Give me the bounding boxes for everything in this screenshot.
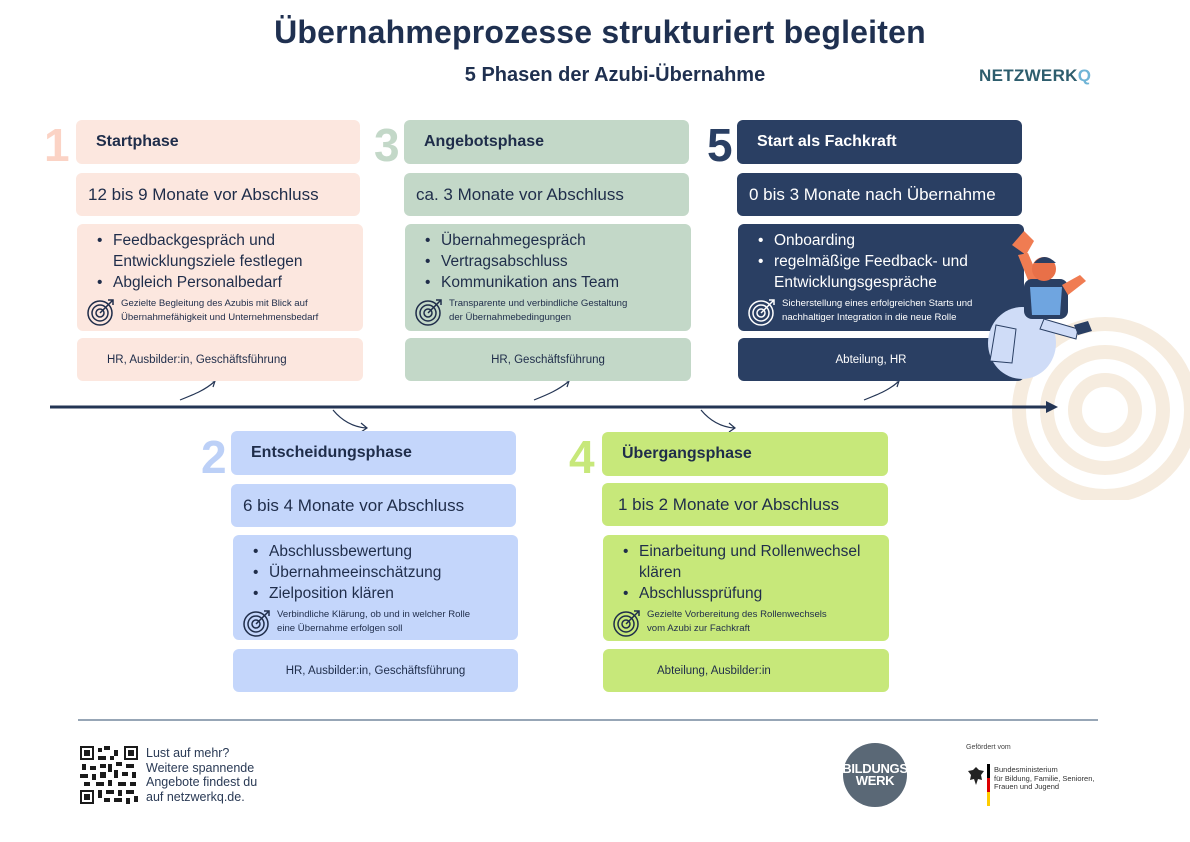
phase-2-bullets — [243, 541, 508, 604]
phase-4-details — [603, 535, 889, 641]
phase-2-bullet: • Abschlussbewertung — [243, 541, 508, 562]
phase-1-details — [77, 224, 363, 331]
netzwerkq-logo[interactable] — [979, 66, 1091, 86]
phase-1-bullet: • Feedbackgespräch und Entwicklungsziele festlegen — [87, 230, 353, 272]
logo-text: NETZWERK — [979, 66, 1078, 85]
target-icon — [748, 297, 778, 327]
page-subtitle: 5 Phasen der Azubi-Übernahme — [464, 64, 766, 86]
phase-3-responsible: HR, Geschäftsführung — [405, 338, 691, 381]
phase-4-header: Übergangsphase — [602, 432, 888, 476]
target-icon — [613, 608, 643, 638]
phase-5-bullets — [748, 230, 1014, 293]
footer-cta[interactable] — [146, 746, 257, 804]
federal-eagle-icon — [967, 766, 985, 786]
funder-line: Bundesministerium — [994, 765, 1058, 774]
cta-line: Weitere spannende — [146, 760, 255, 775]
funder-line: für Bildung, Familie, Senioren, — [994, 773, 1095, 783]
phase-3-number: 3 — [374, 119, 400, 171]
phase-3-bullet: • Kommunikation ans Team — [415, 272, 681, 293]
qr-code-icon[interactable] — [80, 746, 138, 804]
phase-1-goal — [87, 297, 353, 327]
phase-5-header: Start als Fachkraft — [737, 120, 1022, 164]
phase-2-header: Entscheidungsphase — [231, 431, 516, 475]
phase-3-goal — [415, 297, 681, 327]
jumping-person-illustration — [982, 225, 1100, 385]
phase-3-bullet: • Übernahmegespräch — [415, 230, 681, 251]
phase-1-number: 1 — [44, 119, 70, 171]
bildungswerk-line: BILDUNGS — [842, 761, 908, 776]
phase-4-bullet: • Einarbeitung und Rollenwechsel klären — [613, 541, 879, 583]
phase-3-timing: ca. 3 Monate vor Abschluss — [404, 173, 689, 216]
phase-4-goal — [613, 608, 879, 638]
phase-2-responsible: HR, Ausbilder:in, Geschäftsführung — [233, 649, 518, 692]
phase-4-bullet: • Abschlussprüfung — [613, 583, 879, 604]
footer-divider — [78, 719, 1098, 721]
phase-5-timing: 0 bis 3 Monate nach Übernahme — [737, 173, 1022, 216]
phase-4-bullets — [613, 541, 879, 604]
cta-line: Lust auf mehr? — [146, 746, 230, 760]
cta-line: Angebote findest du — [146, 775, 258, 789]
phase-2-timing: 6 bis 4 Monate vor Abschluss — [231, 484, 516, 527]
funder-label: Gefördert vom — [966, 744, 1011, 751]
phase-2-goal-line: Verbindliche Klärung, ob und in welcher Rolle — [277, 609, 471, 620]
phase-5-bullet: • Onboarding — [748, 230, 1014, 251]
phase-3-details — [405, 224, 691, 331]
phase-4-responsible: Abteilung, Ausbilder:in — [603, 649, 889, 692]
phase-2-number: 2 — [201, 431, 227, 483]
phase-5-goal — [748, 297, 1014, 327]
phase-3-bullet: • Vertragsabschluss — [415, 251, 681, 272]
phase-5-number: 5 — [707, 119, 733, 171]
phase-2-goal-line: eine Übernahme erfolgen soll — [277, 623, 403, 634]
target-icon — [87, 297, 117, 327]
phase-4-number: 4 — [569, 431, 595, 483]
phase-2-bullet: • Zielposition klären — [243, 583, 508, 604]
phase-5-goal-line: Sicherstellung eines erfolgreichen Starts und — [782, 298, 973, 309]
phase-4-goal-line: Gezielte Vorbereitung des Rollenwechsels — [647, 609, 827, 620]
phase-1-goal-line: Gezielte Begleitung des Azubis mit Blick auf — [121, 298, 308, 309]
bildungswerk-line: WERK — [855, 773, 895, 788]
funder-name — [994, 766, 1094, 792]
cta-line: auf netzwerkq.de. — [146, 789, 245, 804]
phase-2-bullet: • Übernahmeeinschätzung — [243, 562, 508, 583]
phase-2-goal — [243, 608, 508, 638]
page-title: Übernahmeprozesse strukturiert begleiten — [274, 14, 926, 50]
phase-1-timing: 12 bis 9 Monate vor Abschluss — [76, 173, 360, 216]
phase-5-responsible: Abteilung, HR — [738, 338, 1024, 381]
phase-4-goal-line: vom Azubi zur Fachkraft — [647, 623, 750, 634]
bildungswerk-logo — [843, 743, 907, 807]
german-flag-icon — [987, 764, 990, 806]
phase-3-header: Angebotsphase — [404, 120, 689, 164]
logo-q: Q — [1077, 66, 1092, 85]
phase-1-bullet: • Abgleich Personalbedarf — [87, 272, 353, 293]
target-icon — [243, 608, 273, 638]
target-icon — [415, 297, 445, 327]
phase-1-goal-line: Übernahmefähigkeit und Unternehmensbedarf — [121, 312, 319, 323]
phase-4-timing: 1 bis 2 Monate vor Abschluss — [602, 483, 888, 526]
phase-5-goal-line: nachhaltiger Integration in die neue Rolle — [782, 312, 957, 323]
phase-3-goal-line: Transparente und verbindliche Gestaltung — [449, 298, 628, 309]
phase-5-bullet: • regelmäßige Feedback- und Entwicklungsgespräche — [748, 251, 1014, 293]
phase-3-goal-line: der Übernahmebedingungen — [449, 312, 572, 323]
phase-1-responsible: HR, Ausbilder:in, Geschäftsführung — [77, 338, 363, 381]
phase-3-bullets — [415, 230, 681, 293]
phase-1-bullets — [87, 230, 353, 293]
phase-1-header: Startphase — [76, 120, 360, 164]
funder-line: Frauen und Jugend — [994, 782, 1060, 791]
phase-2-details — [233, 535, 518, 640]
